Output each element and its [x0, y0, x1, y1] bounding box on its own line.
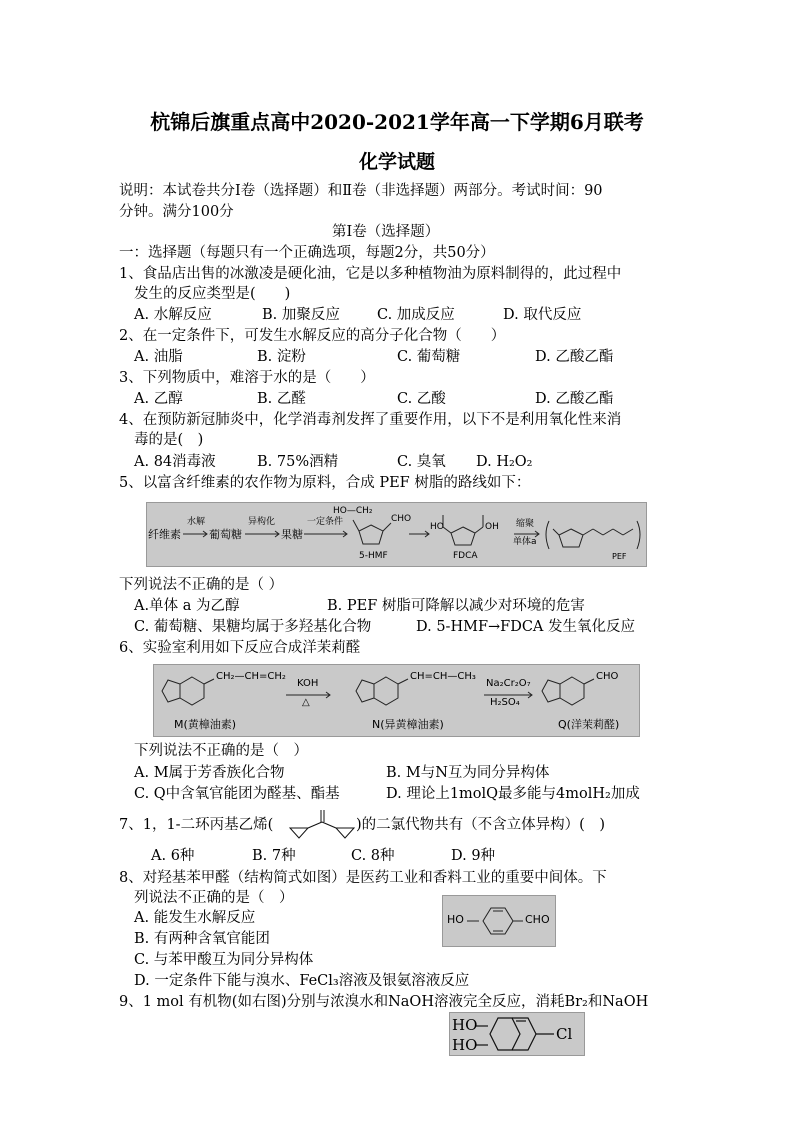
q5-option-c: C. 葡萄糖、果糖均属于多羟基化合物	[134, 619, 372, 635]
q5-arrow-condition: 一定条件	[307, 517, 344, 527]
q3-option-d: D. 乙酸乙酯	[535, 391, 614, 407]
exam-title: 杭锦后旗重点高中2020-2021学年高一下学期6月联考	[150, 110, 644, 134]
q5-option-b: B. PEF 树脂可降解以减少对环境的危害	[327, 598, 585, 614]
q6-label-m: M(黄樟油素)	[174, 718, 237, 731]
q7-option-a: A. 6种	[151, 848, 195, 864]
q4-option-a: A. 84消毒液	[134, 454, 216, 470]
q6-n-chain: CH=CH—CH₃	[410, 671, 476, 682]
q2-stem: 2、在一定条件下，可发生水解反应的高分子化合物（ ）	[119, 328, 506, 344]
q6-option-a: A. M属于芳香族化合物	[134, 765, 285, 781]
q8-stem-2: 列说法不正确的是（ ）	[134, 890, 294, 906]
q5-label-pef: PEF	[612, 552, 627, 561]
q5-arrow-monomer-a: 单体a	[513, 537, 537, 547]
q8-option-a: A. 能发生水解反应	[134, 910, 256, 926]
q5-hmf-cho: CHO	[391, 514, 412, 524]
q6-option-c: C. Q中含氧官能团为醛基、酯基	[134, 786, 340, 802]
q5-node-cellulose: 纤维素	[148, 528, 181, 541]
q6-q-cho: CHO	[596, 671, 619, 682]
q6-heat: △	[302, 697, 310, 708]
q1-stem-2: 发生的反应类型是( )	[134, 286, 291, 302]
q5-label-fdca: FDCA	[453, 551, 478, 561]
q8-cho: CHO	[525, 913, 550, 926]
section-heading: 一：选择题（每题只有一个正确选项，每题2分，共50分）	[119, 245, 495, 261]
q1-option-c: C. 加成反应	[377, 307, 455, 323]
q2-option-b: B. 淀粉	[257, 349, 306, 365]
q4-option-d: D. H₂O₂	[476, 454, 533, 470]
q5-arrow-isomerization: 异构化	[248, 517, 276, 527]
note-line-2: 分钟。满分100分	[119, 204, 234, 220]
q3-option-c: C. 乙酸	[397, 391, 446, 407]
q6-oxidant-2: H₂SO₄	[490, 697, 520, 708]
q4-stem-1: 4、在预防新冠肺炎中，化学消毒剂发挥了重要作用，以下不是利用氧化性来消	[119, 412, 622, 428]
q7-option-d: D. 9种	[451, 848, 496, 864]
q5-fdca-ho: HO	[430, 522, 444, 532]
q3-stem: 3、下列物质中，难溶于水的是（ ）	[119, 370, 375, 386]
q6-oxidant-1: Na₂Cr₂O₇	[486, 678, 531, 689]
q6-label-q: Q(洋茉莉醛)	[558, 718, 620, 731]
q5-option-a: A.单体 a 为乙醇	[134, 598, 240, 614]
q8-ho: HO	[447, 913, 464, 926]
q1-option-b: B. 加聚反应	[262, 307, 340, 323]
q8-option-c: C. 与苯甲酸互为同分异构体	[134, 952, 314, 968]
q5-label-5hmf: 5-HMF	[359, 551, 388, 561]
q7-option-b: B. 7种	[252, 848, 296, 864]
q6-koh: KOH	[297, 678, 319, 689]
q5-hmf-substituent: HO—CH₂	[333, 506, 373, 516]
q6-stem: 6、实验室利用如下反应合成洋茉莉醛	[119, 640, 361, 656]
q6-m-chain: CH₂—CH=CH₂	[216, 671, 286, 682]
q3-option-b: B. 乙醛	[257, 391, 306, 407]
q5-stem: 5、以富含纤维素的农作物为原料，合成 PEF 树脂的路线如下：	[119, 475, 531, 491]
q8-structure-figure	[442, 895, 556, 947]
q2-option-a: A. 油脂	[134, 349, 183, 365]
q5-node-glucose: 葡萄糖	[209, 528, 242, 541]
q9-cl: Cl	[556, 1025, 573, 1043]
q1-stem-1: 1、食品店出售的冰激凌是硬化油，它是以多种植物油为原料制得的，此过程中	[119, 266, 622, 282]
note-line-1: 说明：本试卷共分Ⅰ卷（选择题）和Ⅱ卷（非选择题）两部分。考试时间：90	[119, 183, 603, 199]
q6-stem-2: 下列说法不正确的是（ ）	[134, 743, 308, 759]
part1-heading: 第Ⅰ卷（选择题）	[332, 224, 440, 240]
q7-dicyclopropylethylene-structure	[286, 808, 356, 842]
q4-option-b: B. 75%酒精	[257, 454, 339, 470]
q7-stem-a: 7、1，1-二环丙基乙烯(	[119, 817, 274, 833]
q4-option-c: C. 臭氧	[397, 454, 446, 470]
q6-label-n: N(异黄樟油素)	[372, 718, 444, 731]
q9-ho-2: HO	[452, 1036, 478, 1054]
q8-option-b: B. 有两种含氧官能团	[134, 931, 270, 947]
exam-subtitle: 化学试题	[358, 151, 435, 173]
q6-option-d: D. 理论上1molQ最多能与4molH₂加成	[386, 786, 640, 802]
q8-option-d: D. 一定条件下能与溴水、FeCl₃溶液及银氨溶液反应	[134, 973, 470, 989]
q5-synthesis-route-figure	[146, 502, 647, 567]
q9-ho-1: HO	[452, 1016, 478, 1034]
q3-option-a: A. 乙醇	[134, 391, 183, 407]
q9-stem: 9、1 mol 有机物(如右图)分别与浓溴水和NaOH溶液完全反应，消耗Br₂和NaOH	[119, 994, 649, 1010]
q2-option-c: C. 葡萄糖	[397, 349, 461, 365]
q8-stem-1: 8、对羟基苯甲醛（结构简式如图）是医药工业和香料工业的重要中间体。下	[119, 870, 607, 886]
q5-fdca-oh: OH	[485, 522, 499, 532]
q5-node-fructose: 果糖	[281, 528, 303, 541]
q5-stem-2: 下列说法不正确的是（ ）	[119, 577, 284, 593]
q5-arrow-hydrolysis: 水解	[187, 517, 206, 527]
q1-option-d: D. 取代反应	[503, 307, 582, 323]
q2-option-d: D. 乙酸乙酯	[535, 349, 614, 365]
q6-option-b: B. M与N互为同分异构体	[386, 765, 550, 781]
q5-option-d: D. 5-HMF→FDCA 发生氧化反应	[416, 619, 636, 635]
q6-reaction-figure	[153, 664, 640, 737]
q7-stem-b: )的二氯代物共有（不含立体异构）( )	[356, 817, 605, 833]
q9-structure-figure	[449, 1012, 585, 1056]
q1-option-a: A. 水解反应	[134, 307, 212, 323]
q7-option-c: C. 8种	[351, 848, 395, 864]
q4-stem-2: 毒的是( )	[134, 432, 204, 448]
q5-arrow-polycondensation: 缩聚	[516, 519, 535, 529]
